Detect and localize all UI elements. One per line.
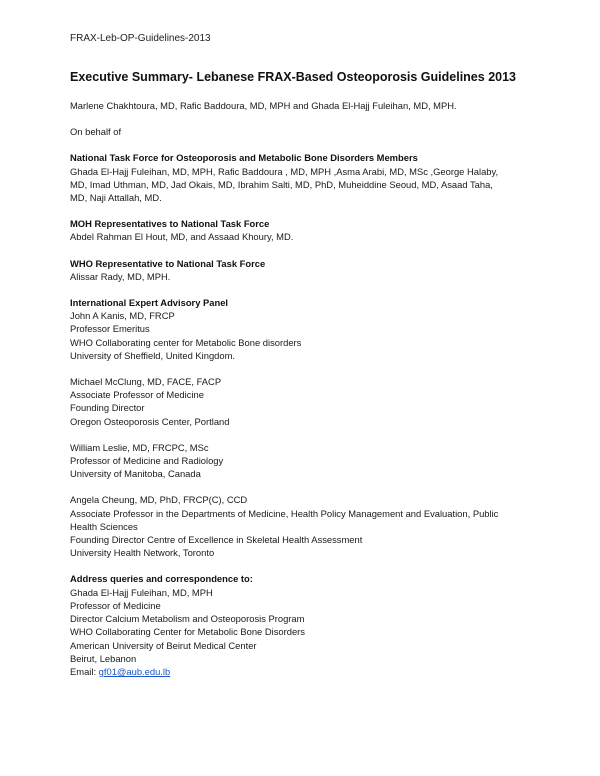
email-label: Email: [70, 665, 99, 677]
moh-heading: MOH Representatives to National Task Force [70, 218, 270, 230]
correspondence-line: American University of Beirut Medical Center [70, 639, 257, 651]
expert-line: Oregon Osteoporosis Center, Portland [70, 415, 230, 427]
expert-block-kanis [70, 309, 540, 362]
advisory-heading: International Expert Advisory Panel [70, 297, 229, 309]
expert-line: Founding Director Centre of Excellence in Skeletal Health Assessment [70, 534, 363, 546]
who-heading: WHO Representative to National Task Force [70, 257, 266, 269]
expert-block-cheung [70, 493, 540, 559]
correspondence-line: WHO Collaborating Center for Metabolic Bone Disorders [70, 626, 305, 638]
running-header: FRAX-Leb-OP-Guidelines-2013 [70, 33, 211, 44]
expert-line: Professor of Medicine and Radiology [70, 455, 224, 467]
expert-line: Associate Professor of Medicine [70, 389, 204, 401]
expert-line: Michael McClung, MD, FACE, FACP [70, 376, 222, 388]
expert-block-leslie [70, 441, 540, 481]
expert-line: University of Sheffield, United Kingdom. [70, 349, 236, 361]
document-title: Executive Summary- Lebanese FRAX-Based Osteoporosis Guidelines 2013 [70, 70, 516, 84]
correspondence-line: Director Calcium Metabolism and Osteoporosis Program [70, 613, 305, 625]
authors-line: Marlene Chakhtoura, MD, Rafic Baddoura, MD, MPH and Ghada El-Hajj Fuleihan, MD, MPH. [70, 100, 457, 111]
expert-line: University of Manitoba, Canada [70, 468, 201, 480]
task-force-members-line: Ghada El-Hajj Fuleihan, MD, MPH, Rafic Baddoura , MD, MPH ,Asma Arabi, MD, MSc ,George Halaby, [70, 165, 499, 177]
expert-line: Associate Professor in the Departments of Medicine, Health Policy Management and Evaluation, Public [70, 507, 499, 519]
correspondence-line: Ghada El-Hajj Fuleihan, MD, MPH [70, 586, 213, 598]
expert-line: University Health Network, Toronto [70, 547, 215, 559]
expert-line: Founding Director [70, 402, 145, 414]
email-link[interactable]: gf01@aub.edu.lb [98, 665, 171, 677]
document-body [70, 99, 540, 678]
task-force-heading: National Task Force for Osteoporosis and Metabolic Bone Disorders Members [70, 152, 418, 164]
expert-line: Professor Emeritus [70, 323, 150, 335]
expert-block-mcclung [70, 375, 540, 428]
email-line [70, 665, 540, 678]
task-force-members-line: MD, Imad Uthman, MD, Jad Okais, MD, Ibrahim Salti, MD, PhD, Muheiddine Seoud, MD, Asaad Taha, [70, 178, 493, 190]
on-behalf-line: On behalf of [70, 126, 122, 138]
correspondence-line: Professor of Medicine [70, 599, 161, 611]
correspondence-line: Beirut, Lebanon [70, 652, 137, 664]
moh-text: Abdel Rahman El Hout, MD, and Assaad Khoury, MD. [70, 231, 294, 243]
who-text: Alissar Rady, MD, MPH. [70, 270, 171, 282]
expert-line: Health Sciences [70, 520, 138, 532]
task-force-members-line: MD, Naji Attallah, MD. [70, 192, 162, 204]
correspondence-heading: Address queries and correspondence to: [70, 573, 253, 585]
expert-line: John A Kanis, MD, FRCP [70, 310, 175, 322]
expert-line: William Leslie, MD, FRCPC, MSc [70, 441, 209, 453]
expert-line: WHO Collaborating center for Metabolic Bone disorders [70, 336, 302, 348]
expert-line: Angela Cheung, MD, PhD, FRCP(C), CCD [70, 494, 248, 506]
